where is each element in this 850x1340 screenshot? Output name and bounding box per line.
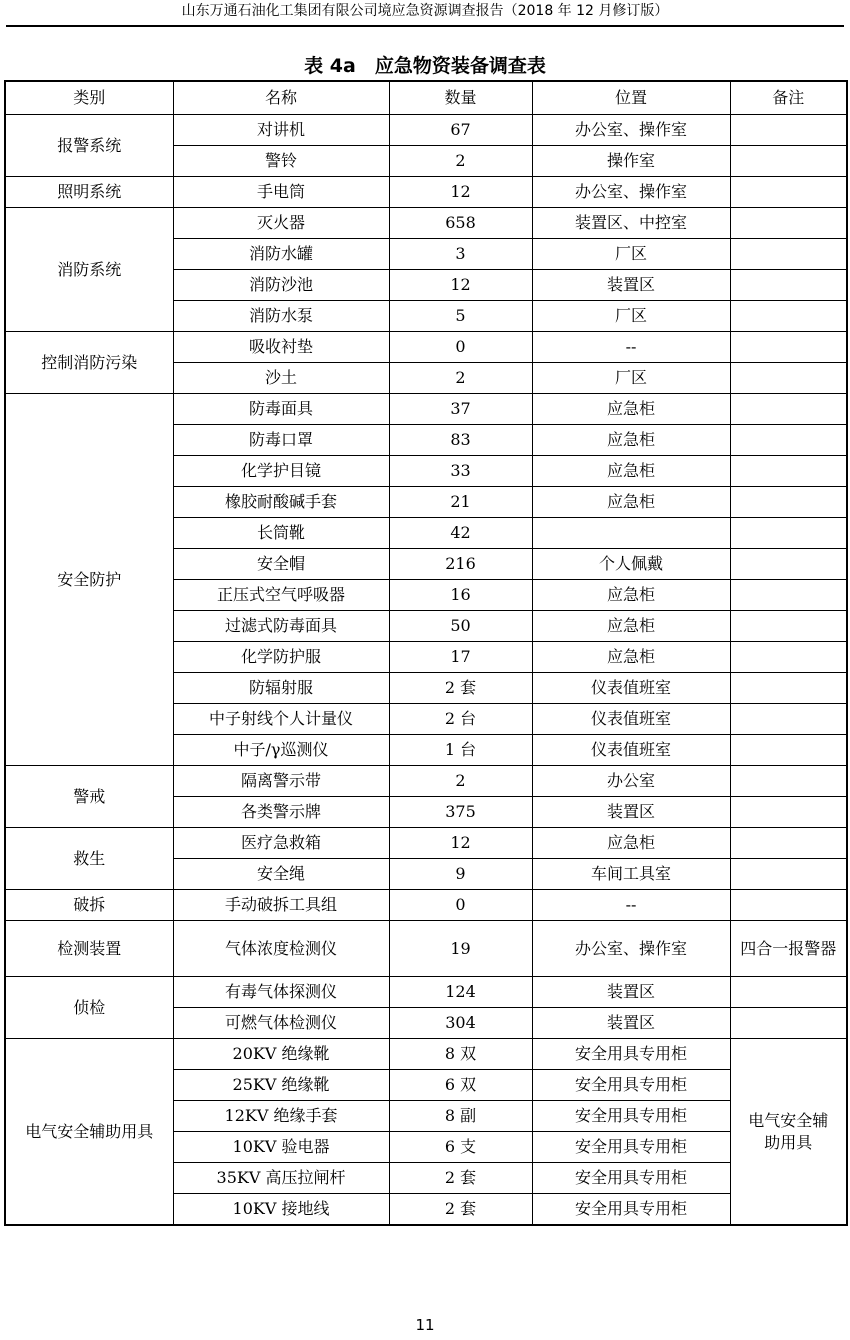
item-name-cell: 有毒气体探测仪 (173, 977, 389, 1008)
note-cell (730, 642, 847, 673)
location-cell: 办公室、操作室 (532, 177, 730, 208)
item-name-cell: 警铃 (173, 146, 389, 177)
quantity-cell: 124 (389, 977, 532, 1008)
item-name-cell: 35KV 高压拉闸杆 (173, 1163, 389, 1194)
quantity-cell: 8 副 (389, 1101, 532, 1132)
category-cell: 安全防护 (5, 394, 173, 766)
quantity-cell: 33 (389, 456, 532, 487)
running-header: 山东万通石油化工集团有限公司境应急资源调查报告（2018 年 12 月修订版） (181, 3, 669, 19)
note-cell (730, 673, 847, 704)
quantity-cell: 21 (389, 487, 532, 518)
table-row (5, 177, 847, 208)
category-cell: 照明系统 (5, 177, 173, 208)
item-name-cell: 中子射线个人计量仪 (173, 704, 389, 735)
quantity-cell: 2 (389, 146, 532, 177)
item-name-cell: 防辐射服 (173, 673, 389, 704)
location-cell: 应急柜 (532, 394, 730, 425)
item-name-cell: 吸收衬垫 (173, 332, 389, 363)
item-name-cell: 橡胶耐酸碱手套 (173, 487, 389, 518)
note-cell (730, 1008, 847, 1039)
quantity-cell: 37 (389, 394, 532, 425)
item-name-cell: 防毒口罩 (173, 425, 389, 456)
item-name-cell: 消防水罐 (173, 239, 389, 270)
quantity-cell: 19 (389, 921, 532, 977)
note-cell: 四合一报警器 (730, 921, 847, 977)
location-cell: 仪表值班室 (532, 704, 730, 735)
item-name-cell: 各类警示牌 (173, 797, 389, 828)
table-row (5, 890, 847, 921)
location-cell: 个人佩戴 (532, 549, 730, 580)
note-cell (730, 580, 847, 611)
location-cell: 应急柜 (532, 456, 730, 487)
location-cell: 操作室 (532, 146, 730, 177)
location-cell: 应急柜 (532, 487, 730, 518)
note-cell (730, 177, 847, 208)
item-name-cell: 安全绳 (173, 859, 389, 890)
location-cell: 应急柜 (532, 611, 730, 642)
quantity-cell: 1 台 (389, 735, 532, 766)
item-name-cell: 中子/γ巡测仪 (173, 735, 389, 766)
table-row (5, 208, 847, 239)
location-cell: -- (532, 332, 730, 363)
location-cell: 装置区 (532, 270, 730, 301)
location-cell: 应急柜 (532, 425, 730, 456)
location-cell: 安全用具专用柜 (532, 1101, 730, 1132)
quantity-cell: 6 支 (389, 1132, 532, 1163)
item-name-cell: 手电筒 (173, 177, 389, 208)
quantity-cell: 658 (389, 208, 532, 239)
column-header: 位置 (532, 81, 730, 115)
item-name-cell: 医疗急救箱 (173, 828, 389, 859)
quantity-cell: 12 (389, 828, 532, 859)
item-name-cell: 化学防护服 (173, 642, 389, 673)
quantity-cell: 0 (389, 332, 532, 363)
quantity-cell: 375 (389, 797, 532, 828)
page-number: 11 (415, 1316, 435, 1334)
note-cell (730, 549, 847, 580)
location-cell: 应急柜 (532, 642, 730, 673)
item-name-cell: 防毒面具 (173, 394, 389, 425)
note-cell (730, 487, 847, 518)
item-name-cell: 长筒靴 (173, 518, 389, 549)
quantity-cell: 304 (389, 1008, 532, 1039)
location-cell: 安全用具专用柜 (532, 1194, 730, 1226)
quantity-cell: 0 (389, 890, 532, 921)
note-cell: 电气安全辅助用具 (730, 1039, 847, 1226)
table-header-row (5, 81, 847, 115)
item-name-cell: 消防水泵 (173, 301, 389, 332)
location-cell: 厂区 (532, 239, 730, 270)
location-cell: 仪表值班室 (532, 735, 730, 766)
column-header: 备注 (730, 81, 847, 115)
location-cell: -- (532, 890, 730, 921)
item-name-cell: 化学护目镜 (173, 456, 389, 487)
quantity-cell: 83 (389, 425, 532, 456)
item-name-cell: 沙土 (173, 363, 389, 394)
quantity-cell: 2 (389, 363, 532, 394)
location-cell: 应急柜 (532, 580, 730, 611)
table-row (5, 921, 847, 977)
category-cell: 报警系统 (5, 115, 173, 177)
column-header: 类别 (5, 81, 173, 115)
table-row (5, 332, 847, 363)
location-cell: 车间工具室 (532, 859, 730, 890)
item-name-cell: 20KV 绝缘靴 (173, 1039, 389, 1070)
category-cell: 破拆 (5, 890, 173, 921)
quantity-cell: 16 (389, 580, 532, 611)
quantity-cell: 42 (389, 518, 532, 549)
location-cell: 装置区 (532, 797, 730, 828)
column-header: 名称 (173, 81, 389, 115)
item-name-cell: 对讲机 (173, 115, 389, 146)
location-cell: 应急柜 (532, 828, 730, 859)
quantity-cell: 5 (389, 301, 532, 332)
note-cell (730, 735, 847, 766)
location-cell: 办公室、操作室 (532, 115, 730, 146)
note-cell (730, 704, 847, 735)
location-cell: 仪表值班室 (532, 673, 730, 704)
category-cell: 侦检 (5, 977, 173, 1039)
note-cell (730, 239, 847, 270)
header-rule (6, 25, 844, 27)
category-cell: 检测装置 (5, 921, 173, 977)
location-cell: 安全用具专用柜 (532, 1132, 730, 1163)
item-name-cell: 手动破拆工具组 (173, 890, 389, 921)
note-cell (730, 301, 847, 332)
quantity-cell: 3 (389, 239, 532, 270)
item-name-cell: 12KV 绝缘手套 (173, 1101, 389, 1132)
location-cell (532, 518, 730, 549)
location-cell: 装置区 (532, 977, 730, 1008)
location-cell: 安全用具专用柜 (532, 1163, 730, 1194)
location-cell: 安全用具专用柜 (532, 1039, 730, 1070)
item-name-cell: 过滤式防毒面具 (173, 611, 389, 642)
location-cell: 办公室 (532, 766, 730, 797)
quantity-cell: 2 套 (389, 673, 532, 704)
quantity-cell: 2 (389, 766, 532, 797)
item-name-cell: 安全帽 (173, 549, 389, 580)
item-name-cell: 隔离警示带 (173, 766, 389, 797)
table-row (5, 1039, 847, 1070)
quantity-cell: 12 (389, 177, 532, 208)
table-body (5, 115, 847, 1226)
item-name-cell: 正压式空气呼吸器 (173, 580, 389, 611)
quantity-cell: 216 (389, 549, 532, 580)
quantity-cell: 2 套 (389, 1194, 532, 1226)
item-name-cell: 气体浓度检测仪 (173, 921, 389, 977)
note-cell (730, 270, 847, 301)
table-row (5, 977, 847, 1008)
quantity-cell: 50 (389, 611, 532, 642)
table-row (5, 766, 847, 797)
note-cell (730, 456, 847, 487)
item-name-cell: 10KV 验电器 (173, 1132, 389, 1163)
note-cell (730, 425, 847, 456)
location-cell: 厂区 (532, 301, 730, 332)
item-name-cell: 消防沙池 (173, 270, 389, 301)
location-cell: 办公室、操作室 (532, 921, 730, 977)
note-cell (730, 797, 847, 828)
table-title: 表 4a 应急物资装备调查表 (304, 55, 546, 77)
note-cell (730, 977, 847, 1008)
quantity-cell: 67 (389, 115, 532, 146)
category-cell: 电气安全辅助用具 (5, 1039, 173, 1226)
quantity-cell: 2 套 (389, 1163, 532, 1194)
category-cell: 消防系统 (5, 208, 173, 332)
quantity-cell: 6 双 (389, 1070, 532, 1101)
table-row (5, 394, 847, 425)
table-row (5, 828, 847, 859)
location-cell: 装置区 (532, 1008, 730, 1039)
note-cell (730, 332, 847, 363)
note-cell (730, 828, 847, 859)
location-cell: 厂区 (532, 363, 730, 394)
note-cell (730, 611, 847, 642)
quantity-cell: 8 双 (389, 1039, 532, 1070)
inventory-table (4, 80, 848, 1226)
note-cell (730, 115, 847, 146)
note-cell (730, 518, 847, 549)
quantity-cell: 2 台 (389, 704, 532, 735)
quantity-cell: 17 (389, 642, 532, 673)
note-cell (730, 890, 847, 921)
note-cell (730, 146, 847, 177)
column-header: 数量 (389, 81, 532, 115)
quantity-cell: 9 (389, 859, 532, 890)
item-name-cell: 10KV 接地线 (173, 1194, 389, 1226)
note-cell (730, 363, 847, 394)
note-cell (730, 766, 847, 797)
category-cell: 控制消防污染 (5, 332, 173, 394)
note-cell (730, 859, 847, 890)
note-cell (730, 208, 847, 239)
item-name-cell: 25KV 绝缘靴 (173, 1070, 389, 1101)
location-cell: 安全用具专用柜 (532, 1070, 730, 1101)
location-cell: 装置区、中控室 (532, 208, 730, 239)
category-cell: 警戒 (5, 766, 173, 828)
quantity-cell: 12 (389, 270, 532, 301)
item-name-cell: 可燃气体检测仪 (173, 1008, 389, 1039)
item-name-cell: 灭火器 (173, 208, 389, 239)
category-cell: 救生 (5, 828, 173, 890)
table-row (5, 115, 847, 146)
note-cell (730, 394, 847, 425)
